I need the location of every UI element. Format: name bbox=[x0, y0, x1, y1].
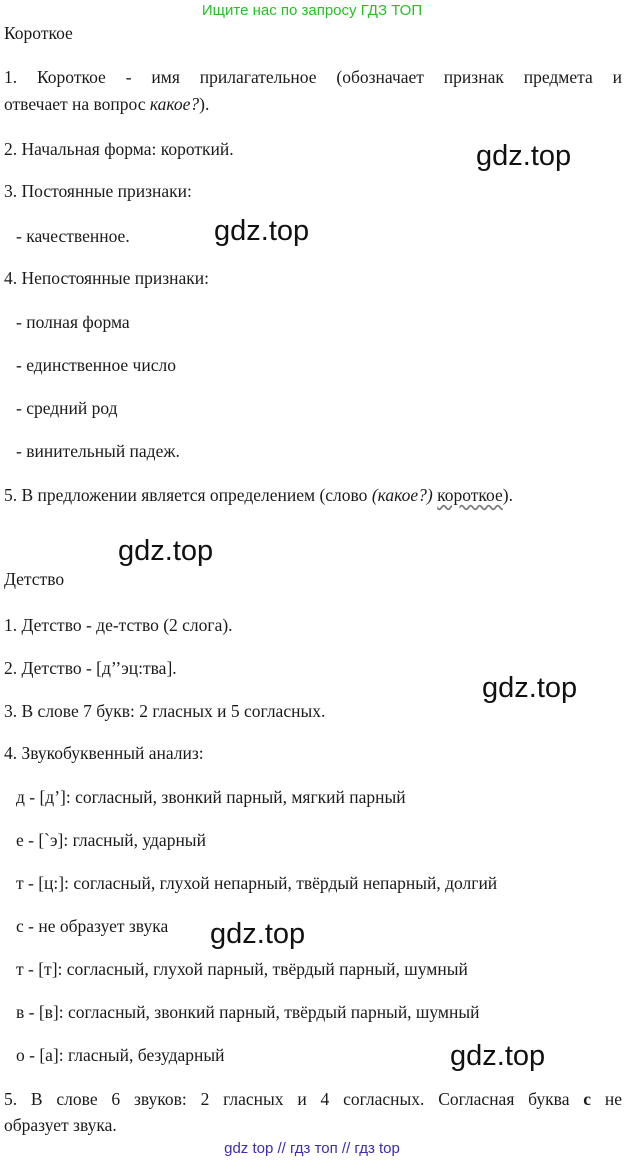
childhood-point-5-text: 5. В слове 6 звуков: 2 гласных и 4 согласных. Согласная буква bbox=[4, 1089, 584, 1109]
short-point-3-item: - качественное. bbox=[16, 226, 130, 246]
section-title-childhood: Детство bbox=[4, 569, 65, 589]
childhood-point-5-line-2: образует звука. bbox=[4, 1115, 117, 1135]
watermark-6: gdz.top bbox=[450, 1040, 546, 1072]
short-point-4: 4. Непостоянные признаки: bbox=[4, 268, 209, 288]
short-point-5-end: ). bbox=[502, 485, 513, 505]
watermark-5: gdz.top bbox=[210, 918, 306, 950]
sound-row-t1: т - [ц:]: согласный, глухой непарный, твёрдый непарный, долгий bbox=[16, 873, 498, 893]
sound-row-s: с - не образует звука bbox=[16, 916, 169, 936]
short-point-1-text: отвечает на вопрос bbox=[4, 94, 150, 114]
childhood-point-5-letter: с bbox=[583, 1089, 592, 1109]
top-banner: Ищите нас по запросу ГДЗ ТОП bbox=[201, 2, 423, 19]
short-point-2: 2. Начальная форма: короткий. bbox=[4, 139, 234, 159]
watermark-4: gdz.top bbox=[482, 672, 578, 704]
childhood-point-4: 4. Звукобуквенный анализ: bbox=[4, 743, 204, 763]
childhood-point-1: 1. Детство - де-тство (2 слога). bbox=[4, 615, 233, 635]
short-point-4-item-3: - средний род bbox=[16, 398, 118, 418]
sound-row-e: е - [`э]: гласный, ударный bbox=[16, 830, 206, 850]
bottom-banner: gdz top // гдз топ // гдз top bbox=[224, 1140, 400, 1157]
childhood-point-5-line-1 bbox=[4, 1088, 622, 1110]
watermark-1: gdz.top bbox=[476, 140, 572, 172]
sound-row-t2: т - [т]: согласный, глухой парный, твёрдый парный, шумный bbox=[16, 959, 468, 979]
short-point-1-line-1: 1. Короткое - имя прилагательное (обозначает признак предмета и bbox=[4, 67, 622, 87]
sound-row-o: о - [а]: гласный, безударный bbox=[16, 1045, 225, 1065]
sound-row-v: в - [в]: согласный, звонкий парный, твёрдый парный, шумный bbox=[16, 1002, 480, 1022]
short-point-4-item-4: - винительный падеж. bbox=[16, 441, 180, 461]
childhood-point-2: 2. Детство - [д’’эц:тва]. bbox=[4, 658, 177, 678]
watermark-3: gdz.top bbox=[118, 535, 214, 567]
short-point-5-question: (какое?) bbox=[371, 485, 433, 505]
watermark-2: gdz.top bbox=[214, 215, 310, 247]
short-point-1-question: какое? bbox=[149, 94, 200, 114]
short-point-4-item-1: - полная форма bbox=[16, 312, 130, 332]
short-point-5 bbox=[4, 484, 513, 506]
childhood-point-5-not: не bbox=[591, 1089, 623, 1109]
short-point-5-word: короткое bbox=[437, 485, 503, 505]
short-point-1-line-2 bbox=[4, 93, 209, 115]
section-title-short: Короткое bbox=[4, 23, 73, 43]
short-point-4-item-2: - единственное число bbox=[16, 355, 176, 375]
short-point-3: 3. Постоянные признаки: bbox=[4, 181, 192, 201]
short-point-1-end: ). bbox=[199, 94, 210, 114]
short-point-5-text: 5. В предложении является определением (слово bbox=[4, 485, 372, 505]
childhood-point-3: 3. В слове 7 букв: 2 гласных и 5 согласных. bbox=[4, 701, 326, 721]
sound-row-d: д - [д’]: согласный, звонкий парный, мягкий парный bbox=[16, 787, 406, 807]
